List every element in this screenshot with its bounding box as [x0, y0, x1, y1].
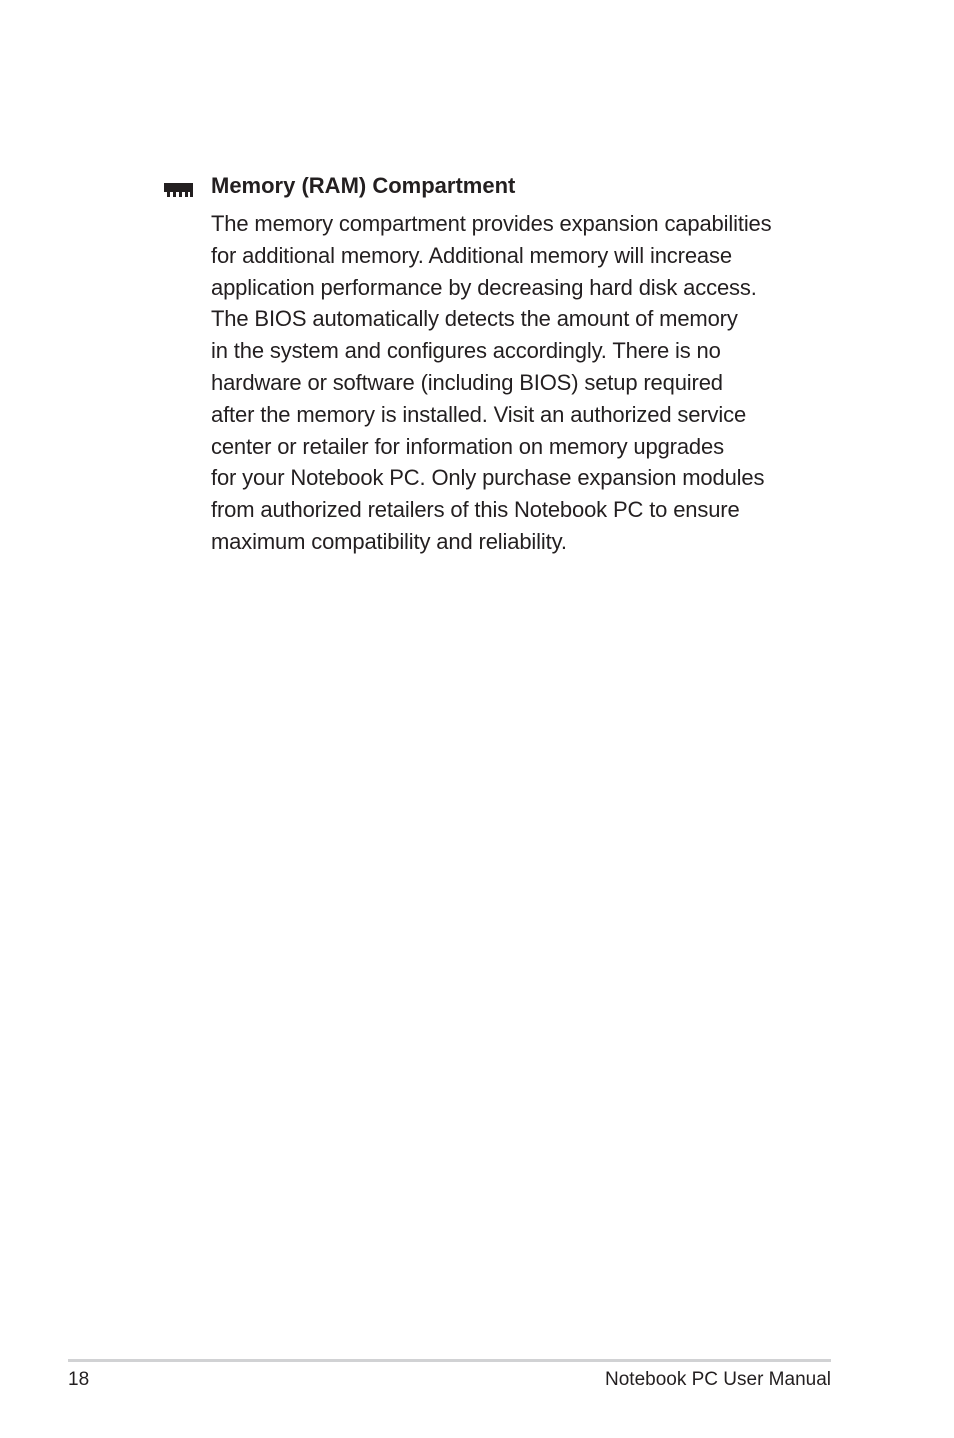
manual-title: Notebook PC User Manual	[605, 1369, 831, 1390]
body-line: for your Notebook PC. Only purchase expansion modules	[211, 465, 765, 491]
section-body	[211, 208, 772, 558]
page-number: 18	[68, 1369, 90, 1390]
body-line: after the memory is installed. Visit an authorized service	[211, 401, 747, 427]
section-title: Memory (RAM) Compartment	[211, 173, 516, 198]
footer-divider	[68, 1359, 831, 1362]
body-line: application performance by decreasing hard disk access.	[211, 274, 757, 300]
body-line: hardware or software (including BIOS) setup required	[211, 369, 723, 395]
memory-module-icon	[163, 181, 194, 199]
body-line: The memory compartment provides expansion capabilities	[211, 211, 772, 236]
body-line: The BIOS automatically detects the amount of memory	[211, 306, 738, 332]
body-line: maximum compatibility and reliability.	[211, 528, 567, 554]
body-line: from authorized retailers of this Notebook PC to ensure	[211, 497, 740, 523]
body-line: for additional memory. Additional memory will increase	[211, 242, 732, 268]
body-line: in the system and configures accordingly. There is no	[211, 338, 721, 364]
body-line: center or retailer for information on memory upgrades	[211, 433, 724, 459]
